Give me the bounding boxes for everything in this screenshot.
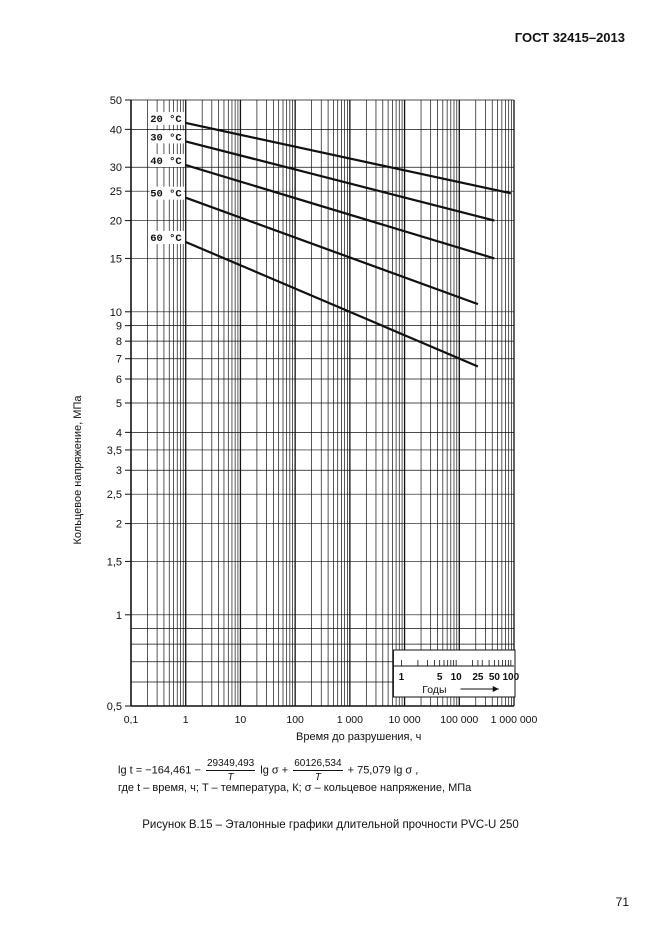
y-tick-label: 20	[109, 215, 122, 228]
x-tick-label: 10 000	[388, 714, 421, 726]
series-labels	[150, 112, 184, 245]
y-tick-label: 9	[115, 320, 122, 333]
formula-fraction-1	[206, 757, 255, 784]
page-number: 71	[615, 895, 629, 909]
y-tick-label: 10	[109, 306, 122, 319]
years-inset	[393, 650, 519, 697]
y-tick-labels	[107, 95, 131, 713]
formula-legend: где t – время, ч; T – температура, К; σ – кольцевое напряжение, МПа	[118, 782, 472, 794]
x-tick-label: 1 000 000	[490, 714, 538, 726]
y-tick-label: 2	[115, 518, 122, 531]
x-axis-label: Время до разрушения, ч	[296, 731, 422, 743]
formula-rhs: + 75,079 lg σ ,	[347, 764, 419, 777]
series-lines	[186, 123, 511, 367]
formula	[118, 757, 418, 784]
y-tick-label: 25	[109, 186, 122, 199]
series-line	[186, 242, 478, 367]
series-line	[186, 198, 478, 304]
series-label: 60 °С	[150, 232, 182, 245]
formula-fraction-2	[293, 757, 342, 784]
y-tick-label: 1	[115, 609, 122, 622]
formula-frac1-den: T	[227, 772, 234, 783]
x-tick-label: 0,1	[123, 714, 139, 726]
y-tick-label: 8	[115, 336, 122, 349]
x-tick-label: 1 000	[336, 714, 363, 726]
years-inset-tick-label: 10	[450, 672, 462, 683]
figure-caption: Рисунок В.15 – Эталонные графики длительной прочности PVC-U 250	[142, 819, 519, 831]
y-tick-label: 3	[115, 465, 122, 478]
y-tick-label: 50	[109, 95, 122, 107]
y-tick-label: 0,5	[106, 701, 122, 713]
x-tick-label: 1	[182, 714, 189, 726]
y-tick-label: 7	[115, 353, 122, 366]
years-inset-tick-label: 25	[472, 672, 484, 683]
series-label: 30 °С	[150, 132, 182, 145]
formula-frac2-num: 60126,534	[294, 758, 342, 769]
y-tick-label: 3,5	[106, 444, 122, 457]
formula-lhs: lg t = −164,461 −	[118, 764, 201, 777]
formula-frac1-num: 29349,493	[206, 758, 255, 769]
x-tick-label: 100	[286, 714, 304, 726]
x-tick-label: 100 000	[440, 714, 479, 726]
series-label: 20 °С	[150, 113, 182, 126]
y-tick-label: 5	[115, 398, 122, 410]
y-tick-label: 4	[115, 427, 122, 440]
years-inset-tick-label: 100	[502, 672, 520, 683]
series-label: 40 °С	[150, 156, 182, 169]
years-inset-tick-label: 50	[488, 672, 500, 683]
grid	[131, 100, 514, 706]
formula-frac2-den: T	[314, 772, 321, 783]
formula-mid: lg σ +	[260, 764, 289, 777]
series-label: 50 °С	[150, 188, 182, 201]
y-tick-label: 30	[109, 162, 122, 175]
y-tick-label: 6	[115, 374, 122, 387]
years-inset-label: Годы	[422, 684, 447, 696]
y-axis-label: Кольцевое напряжение, МПа	[72, 395, 84, 545]
years-inset-tick-label: 5	[436, 672, 443, 683]
y-tick-label: 15	[109, 253, 122, 266]
y-tick-label: 1,5	[106, 556, 122, 569]
years-inset-tick-label: 1	[398, 672, 405, 683]
x-tick-labels	[124, 714, 538, 726]
y-tick-label: 40	[109, 124, 122, 137]
y-tick-label: 2,5	[106, 489, 122, 502]
standard-header: ГОСТ 32415–2013	[514, 30, 625, 45]
x-tick-label: 10	[234, 714, 247, 726]
